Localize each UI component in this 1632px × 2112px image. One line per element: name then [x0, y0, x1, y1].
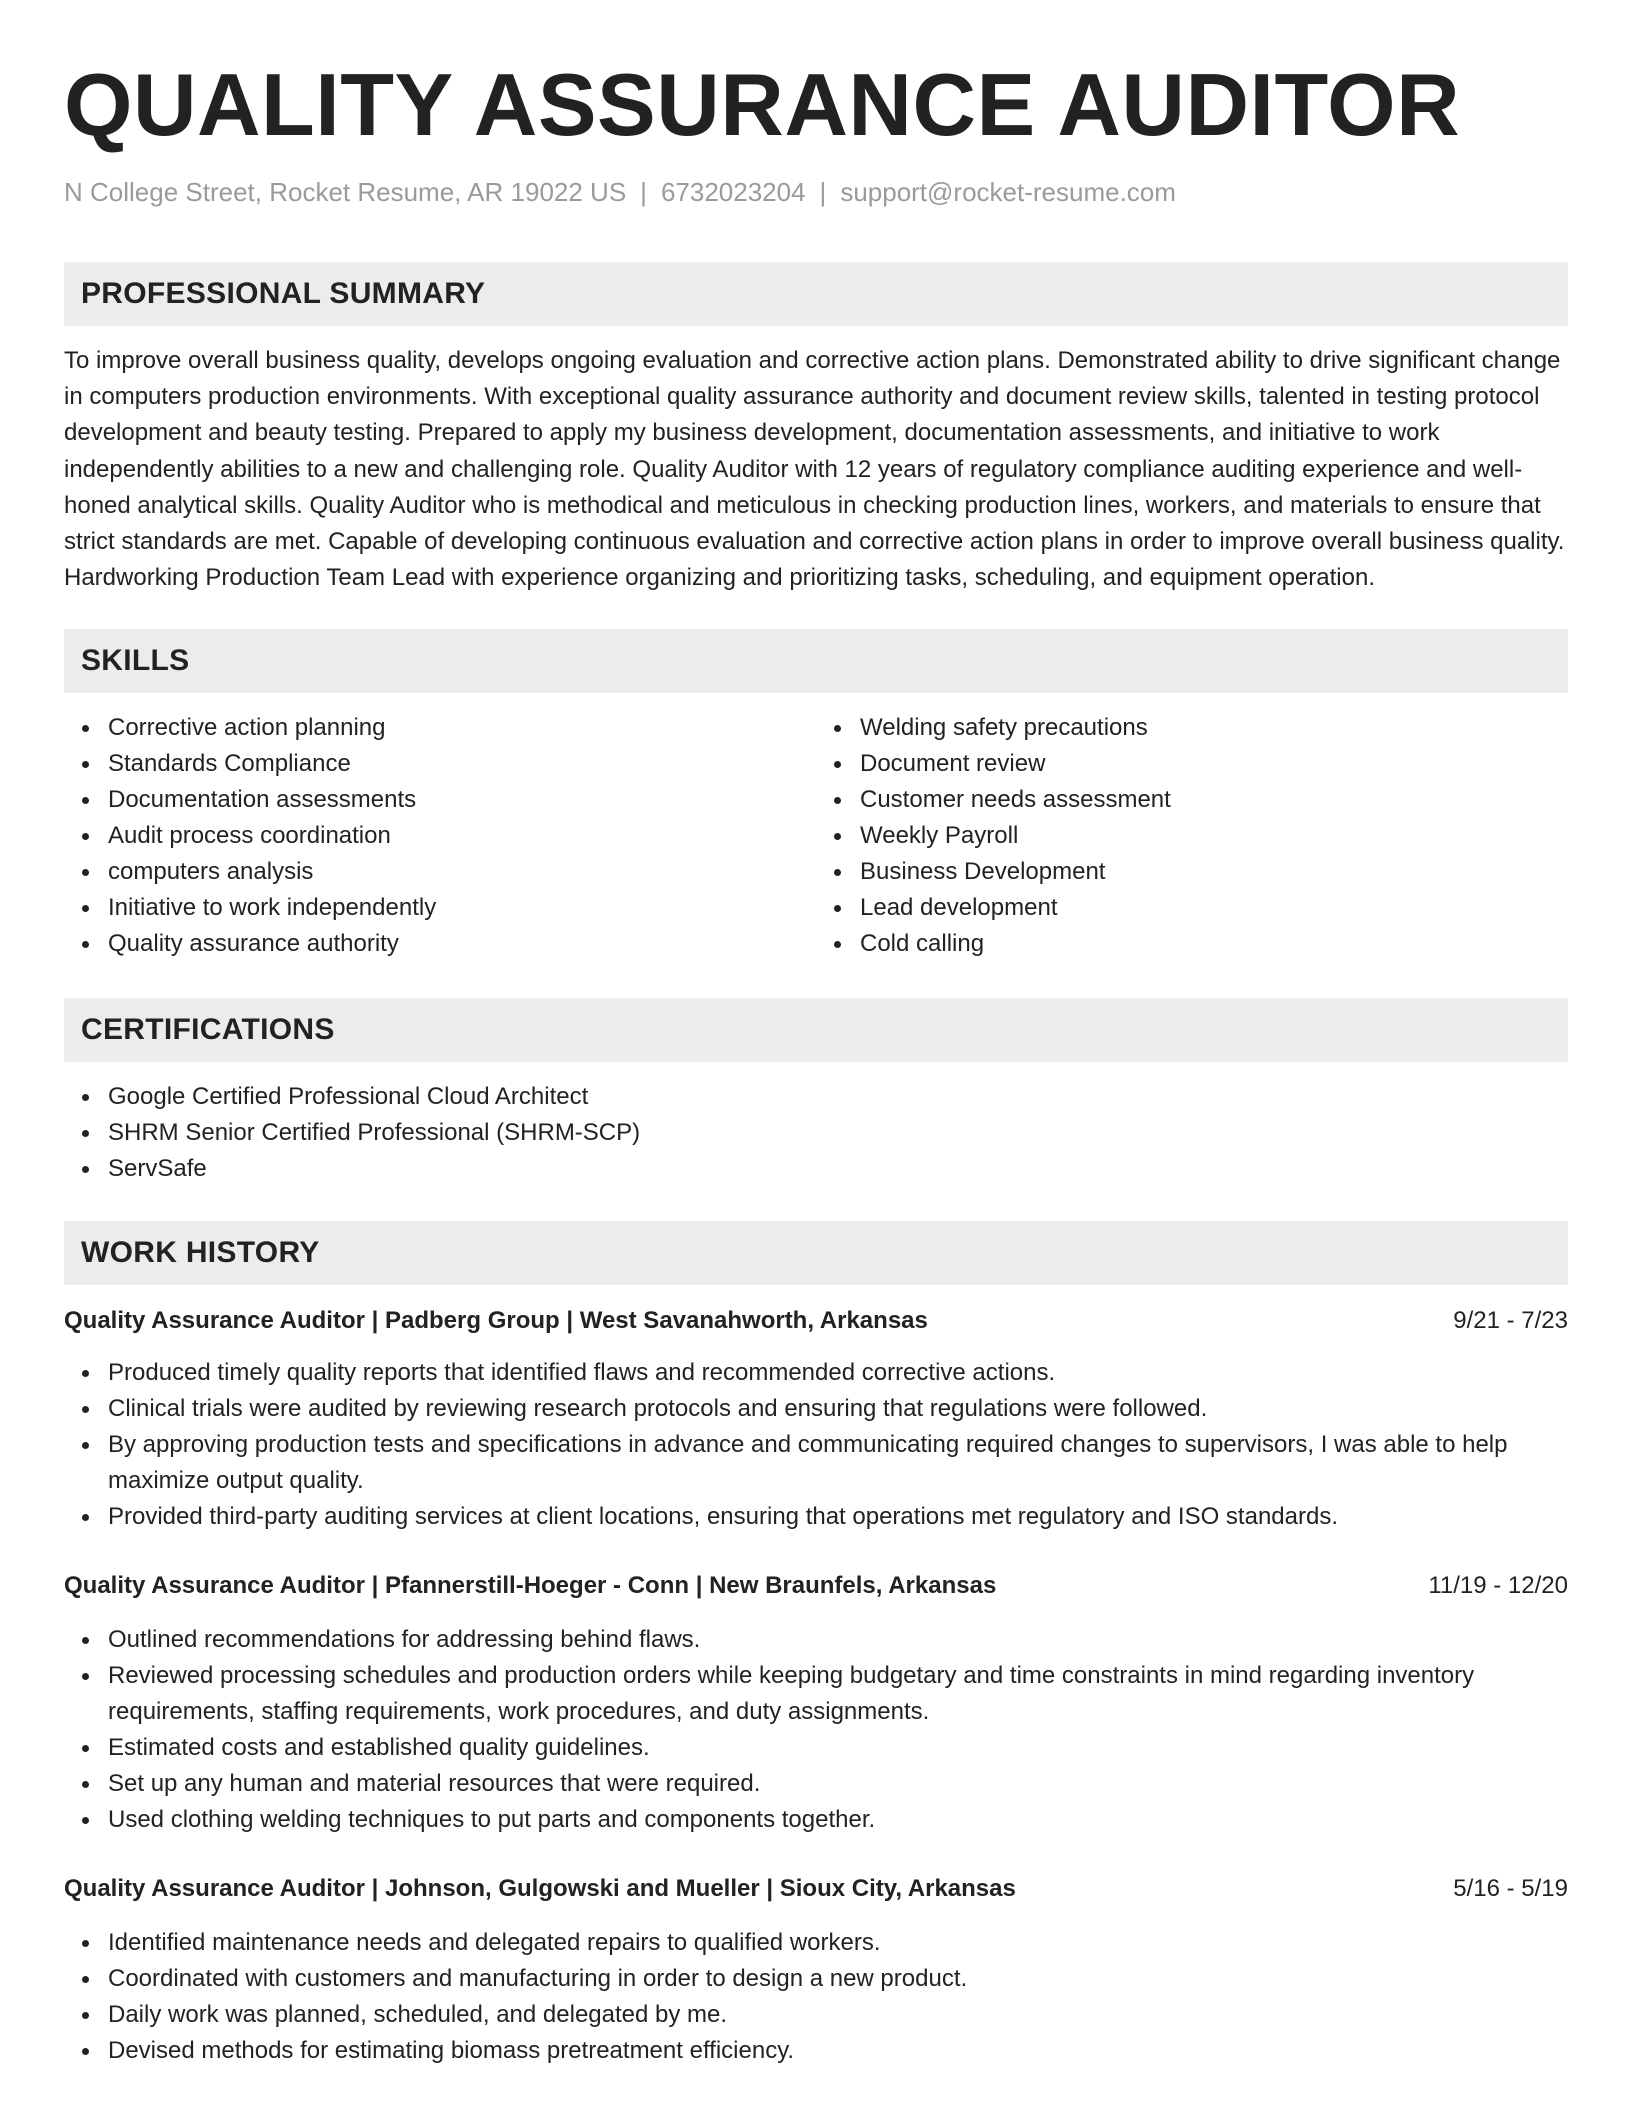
skill-item: Initiative to work independently: [108, 890, 816, 926]
job-entry: [64, 1568, 1568, 1838]
skill-item: Business Development: [860, 854, 1568, 890]
job-bullet: Coordinated with customers and manufacturing in order to design a new product.: [108, 1961, 1568, 1997]
job-bullets: [64, 1622, 1568, 1838]
job-bullet: Daily work was planned, scheduled, and delegated by me.: [108, 1997, 1568, 2033]
job-bullets: [64, 1355, 1568, 1535]
job-title: Quality Assurance Auditor | Johnson, Gulgowski and Mueller | Sioux City, Arkansas: [64, 1875, 1016, 1903]
skill-item: Quality assurance authority: [108, 926, 816, 962]
contact-email: support@rocket-resume.com: [840, 177, 1176, 207]
work-history-heading: WORK HISTORY: [64, 1221, 1568, 1285]
job-bullet: Used clothing welding techniques to put parts and components together.: [108, 1802, 1568, 1838]
certifications-section: [64, 998, 1568, 1187]
job-bullet: Devised methods for estimating biomass pretreatment efficiency.: [108, 2033, 1568, 2069]
job-dates: 11/19 - 12/20: [1428, 1572, 1568, 1600]
job-title: Quality Assurance Auditor | Padberg Group | West Savanahworth, Arkansas: [64, 1307, 928, 1335]
skill-item: Customer needs assessment: [860, 782, 1568, 818]
skill-item: Lead development: [860, 890, 1568, 926]
job-bullet: Reviewed processing schedules and production orders while keeping budgetary and time constraints in mind regarding inventory requirements, staffing requirements, work procedures, and duty assignments.: [108, 1658, 1568, 1730]
job-dates: 9/21 - 7/23: [1453, 1307, 1568, 1335]
skill-item: computers analysis: [108, 854, 816, 890]
job-header: [64, 1568, 1568, 1604]
skill-item: Welding safety precautions: [860, 710, 1568, 746]
work-history-section: [64, 1221, 1568, 2069]
skills-list-left: [64, 710, 816, 962]
skill-item: Corrective action planning: [108, 710, 816, 746]
job-bullet: Provided third-party auditing services at client locations, ensuring that operations met regulatory and ISO standards.: [108, 1499, 1568, 1535]
skill-item: Standards Compliance: [108, 746, 816, 782]
job-title: Quality Assurance Auditor | Pfannerstill-Hoeger - Conn | New Braunfels, Arkansas: [64, 1572, 997, 1600]
certification-item: SHRM Senior Certified Professional (SHRM-SCP): [108, 1115, 1568, 1151]
job-bullets: [64, 1925, 1568, 2069]
job-bullet: Produced timely quality reports that identified flaws and recommended corrective actions.: [108, 1355, 1568, 1391]
skills-section: [64, 629, 1568, 962]
skills-grid: [64, 710, 1568, 962]
certification-item: ServSafe: [108, 1151, 1568, 1187]
job-header: [64, 1871, 1568, 1907]
job-bullet: By approving production tests and specifications in advance and communicating required changes to supervisors, I was able to help maximize output quality.: [108, 1427, 1568, 1499]
skills-heading: SKILLS: [64, 629, 1568, 693]
contact-address: N College Street, Rocket Resume, AR 19022 US: [64, 177, 627, 207]
certifications-heading: CERTIFICATIONS: [64, 998, 1568, 1062]
contact-separator: |: [640, 177, 647, 207]
job-entry: [64, 1303, 1568, 1535]
job-bullet: Estimated costs and established quality guidelines.: [108, 1730, 1568, 1766]
job-bullet: Clinical trials were audited by reviewing research protocols and ensuring that regulations were followed.: [108, 1391, 1568, 1427]
summary-text: To improve overall business quality, develops ongoing evaluation and corrective action plans. Demonstrated ability to drive significant change in computers production environments. With exceptional quality assurance authority and document review skills, talented in testing protocol development and beauty testing. Prepared to apply my business development, documentation assessments, and initiative to work independently abilities to a new and challenging role. Quality Auditor with 12 years of regulatory compliance auditing experience and well-honed analytical skills. Quality Auditor who is methodical and meticulous in checking production lines, workers, and materials to ensure that strict standards are met. Capable of developing continuous evaluation and corrective action plans in order to improve overall business quality. Hardworking Production Team Lead with experience organizing and prioritizing tasks, scheduling, and equipment operation.: [64, 347, 1565, 592]
job-bullet: Outlined recommendations for addressing behind flaws.: [108, 1622, 1568, 1658]
skill-item: Document review: [860, 746, 1568, 782]
job-dates: 5/16 - 5/19: [1453, 1875, 1568, 1903]
skills-list-right: [816, 710, 1568, 962]
skill-item: Weekly Payroll: [860, 818, 1568, 854]
candidate-name: QUALITY ASSURANCE AUDITOR: [64, 55, 1461, 154]
skill-item: Audit process coordination: [108, 818, 816, 854]
job-bullet: Identified maintenance needs and delegated repairs to qualified workers.: [108, 1925, 1568, 1961]
skill-item: Documentation assessments: [108, 782, 816, 818]
job-header: [64, 1303, 1568, 1339]
summary-section: [64, 262, 1568, 596]
contact-separator: |: [819, 177, 827, 207]
summary-heading: PROFESSIONAL SUMMARY: [64, 262, 1568, 326]
certification-item: Google Certified Professional Cloud Architect: [108, 1079, 1568, 1115]
job-entry: [64, 1871, 1568, 2069]
contact-phone: 6732023204: [660, 177, 806, 207]
skill-item: Cold calling: [860, 926, 1568, 962]
certifications-list: [64, 1079, 1568, 1187]
contact-line: [64, 174, 1568, 210]
job-bullet: Set up any human and material resources that were required.: [108, 1766, 1568, 1802]
